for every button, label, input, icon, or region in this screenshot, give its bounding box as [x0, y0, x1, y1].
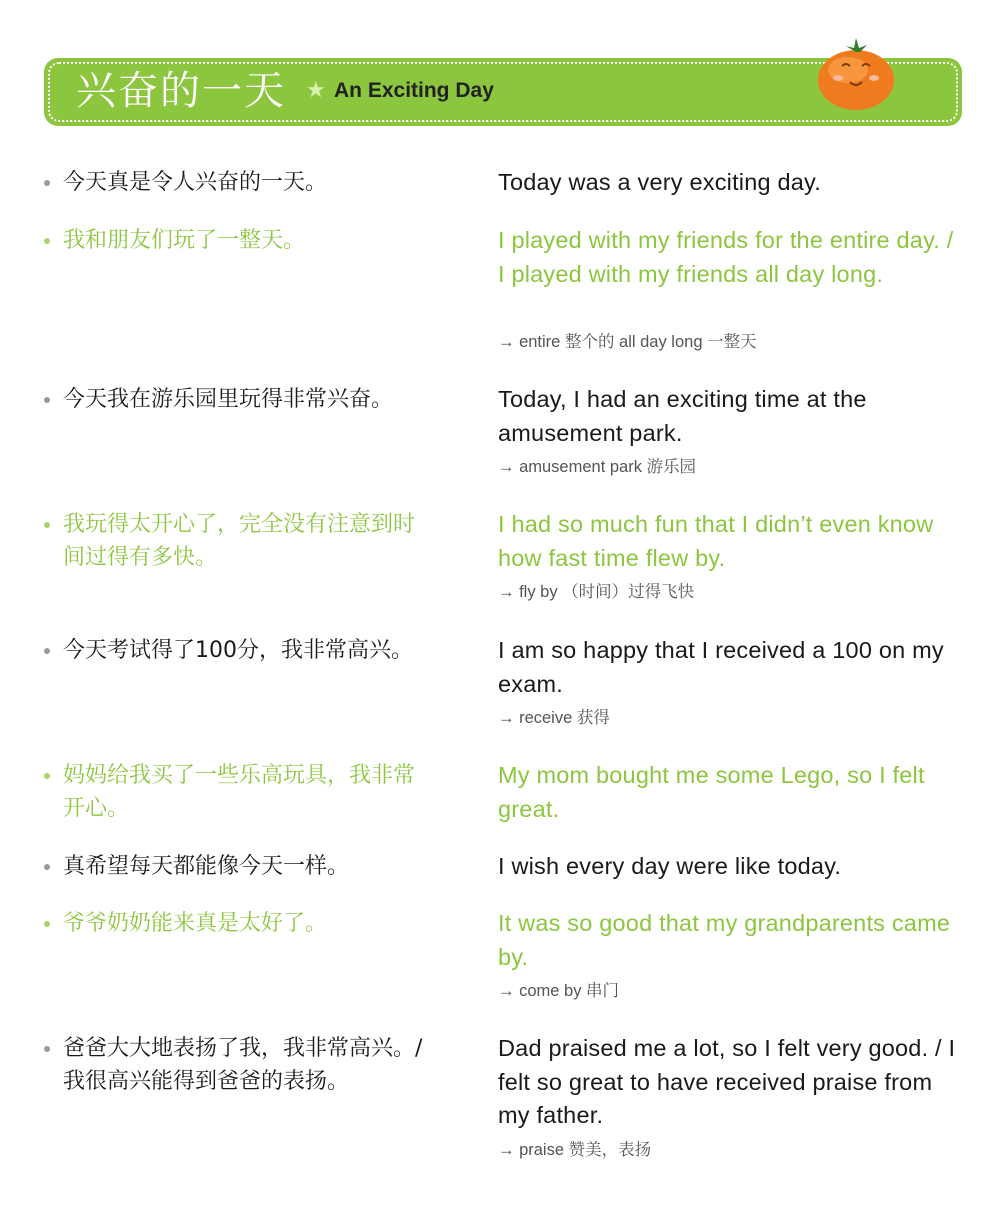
- page-title-chinese: 兴奋的一天: [76, 68, 286, 114]
- chinese-sentence: 真希望每天都能像今天一样。: [63, 854, 350, 879]
- page-title-english: An Exciting Day: [334, 79, 494, 102]
- chinese-sentence: 今天考试得了100分，我非常高兴。: [63, 638, 413, 663]
- chinese-sentence: 爷爷奶奶能来真是太好了。: [63, 911, 328, 936]
- chinese-sentence: 爸爸大大地表扬了我，我非常高兴。/ 我很高兴能得到爸爸的表扬。: [63, 1036, 423, 1094]
- vocabulary-note: → come by 串门: [498, 982, 620, 1000]
- english-sentence: I played with my friends for the entire day. / I played with my friends all day long.: [498, 227, 954, 287]
- vocabulary-note: → amusement park 游乐园: [498, 458, 697, 476]
- chinese-sentence: 妈妈给我买了一些乐高玩具，我非常开心。: [63, 763, 416, 821]
- english-sentence: Today was a very exciting day.: [498, 169, 821, 195]
- chinese-sentence: 今天真是令人兴奋的一天。: [63, 170, 328, 195]
- english-sentence: It was so good that my grandparents came by.: [498, 910, 951, 970]
- tomato-mascot-icon: [812, 36, 900, 112]
- english-sentence: I am so happy that I received a 100 on my exam.: [498, 637, 944, 697]
- vocabulary-note: → receive 获得: [498, 709, 610, 727]
- english-sentence: My mom bought me some Lego, so I felt great.: [498, 762, 925, 822]
- english-sentence: Today, I had an exciting time at the amusement park.: [498, 386, 867, 446]
- english-sentence: I had so much fun that I didn’t even know how fast time flew by.: [498, 511, 934, 571]
- vocabulary-note: → entire 整个的 all day long 一整天: [498, 333, 757, 351]
- chinese-sentence: 我和朋友们玩了一整天。: [63, 228, 306, 253]
- english-sentence: I wish every day were like today.: [498, 853, 842, 879]
- chinese-sentence: 今天我在游乐园里玩得非常兴奋。: [63, 387, 394, 412]
- vocabulary-note: → praise 赞美，表扬: [498, 1141, 652, 1159]
- star-icon: ★: [306, 78, 326, 103]
- chinese-sentence: 我玩得太开心了，完全没有注意到时间过得有多快。: [63, 512, 416, 570]
- vocabulary-note: → fly by （时间）过得飞快: [498, 583, 695, 601]
- english-sentence: Dad praised me a lot, so I felt very good. / I felt so great to have received praise from my father.: [498, 1035, 956, 1128]
